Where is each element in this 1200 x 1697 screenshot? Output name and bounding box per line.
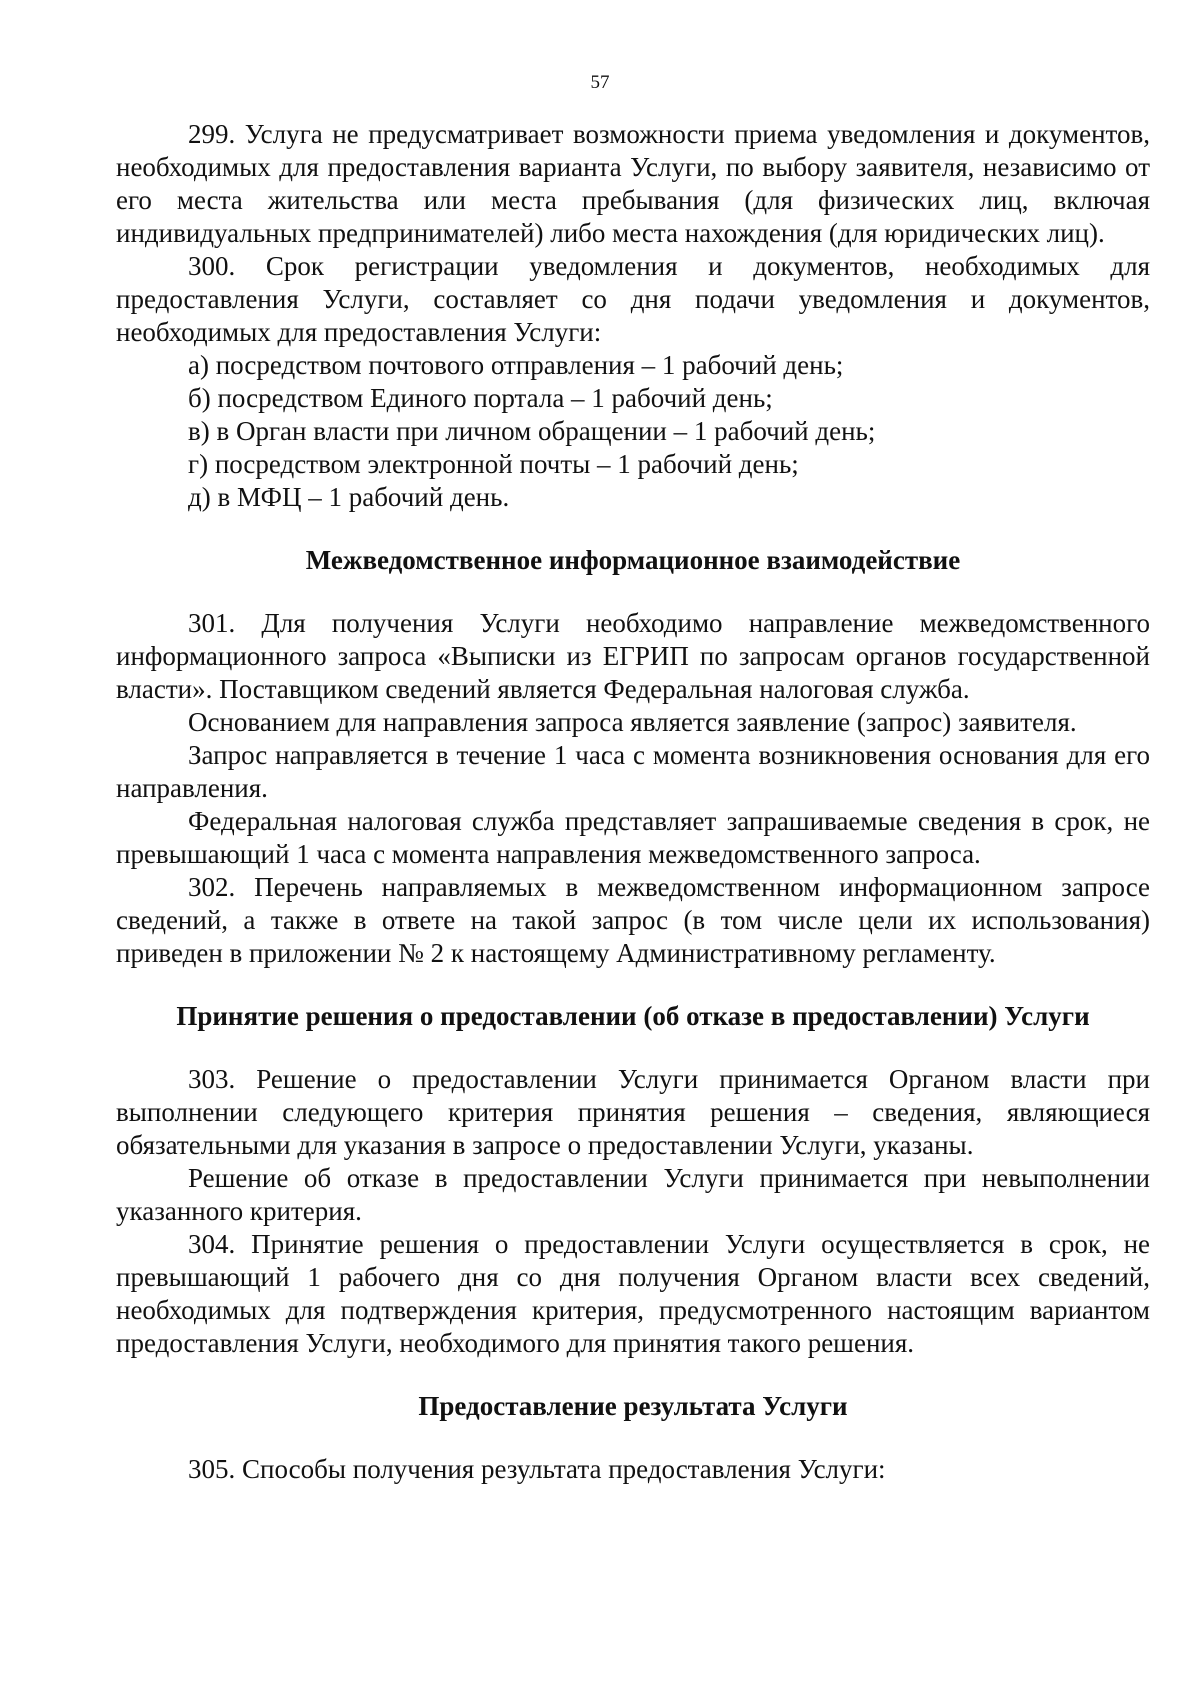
paragraph-301: 301. Для получения Услуги необходимо направление межведомственного информационного запроса «Выписки из ЕГРИП по запросам органов государственной власти». Поставщиком сведений является Федеральная налоговая служба. xyxy=(116,608,1150,704)
paragraph-299: 299. Услуга не предусматривает возможности приема уведомления и документов, необходимых для предоставления варианта Услуги, по выбору заявителя, независимо от его места жительства или места пребывания (для физических лиц, включая индивидуальных предпринимателей) либо места нахождения (для юридических лиц). xyxy=(116,119,1150,248)
page-number: 57 xyxy=(590,72,610,93)
list-item-b: б) посредством Единого портала – 1 рабочий день; xyxy=(188,383,773,413)
list-item-v: в) в Орган власти при личном обращении – 1 рабочий день; xyxy=(188,416,876,446)
paragraph-303: 303. Решение о предоставлении Услуги принимается Органом власти при выполнении следующего критерия принятия решения – сведения, являющиеся обязательными для указания в запросе о предоставлении Услуги, указаны. xyxy=(116,1064,1150,1160)
document-body xyxy=(116,118,1150,1486)
paragraph-request-time: Запрос направляется в течение 1 часа с момента возникновения основания для его направления. xyxy=(116,740,1150,803)
paragraph-refusal: Решение об отказе в предоставлении Услуги принимается при невыполнении указанного критерия. xyxy=(116,1163,1150,1226)
paragraph-302: 302. Перечень направляемых в межведомственном информационном запросе сведений, а также в ответе на такой запрос (в том числе цели их использования) приведен в приложении № 2 к настоящему Административному регламенту. xyxy=(116,872,1150,968)
paragraph-304: 304. Принятие решения о предоставлении Услуги осуществляется в срок, не превышающий 1 рабочего дня со дня получения Органом власти всех сведений, необходимых для подтверждения критерия, предусмотренного настоящим вариантом предоставления Услуги, необходимого для принятия такого решения. xyxy=(116,1229,1150,1358)
section-heading-interagency: Межведомственное информационное взаимодействие xyxy=(305,545,961,575)
section-heading-result: Предоставление результата Услуги xyxy=(418,1391,848,1421)
paragraph-300: 300. Срок регистрации уведомления и документов, необходимых для предоставления Услуги, составляет со дня подачи уведомления и документов, необходимых для предоставления Услуги: xyxy=(116,251,1150,347)
paragraph-305: 305. Способы получения результата предоставления Услуги: xyxy=(188,1454,886,1484)
paragraph-basis: Основанием для направления запроса является заявление (запрос) заявителя. xyxy=(188,707,1077,737)
paragraph-tax-service: Федеральная налоговая служба представляет запрашиваемые сведения в срок, не превышающий 1 часа с момента направления межведомственного запроса. xyxy=(116,806,1150,869)
list-item-g: г) посредством электронной почты – 1 рабочий день; xyxy=(188,449,799,479)
list-item-a: а) посредством почтового отправления – 1 рабочий день; xyxy=(188,350,844,380)
list-item-d: д) в МФЦ – 1 рабочий день. xyxy=(188,482,510,512)
section-heading-decision: Принятие решения о предоставлении (об отказе в предоставлении) Услуги xyxy=(176,1001,1090,1031)
